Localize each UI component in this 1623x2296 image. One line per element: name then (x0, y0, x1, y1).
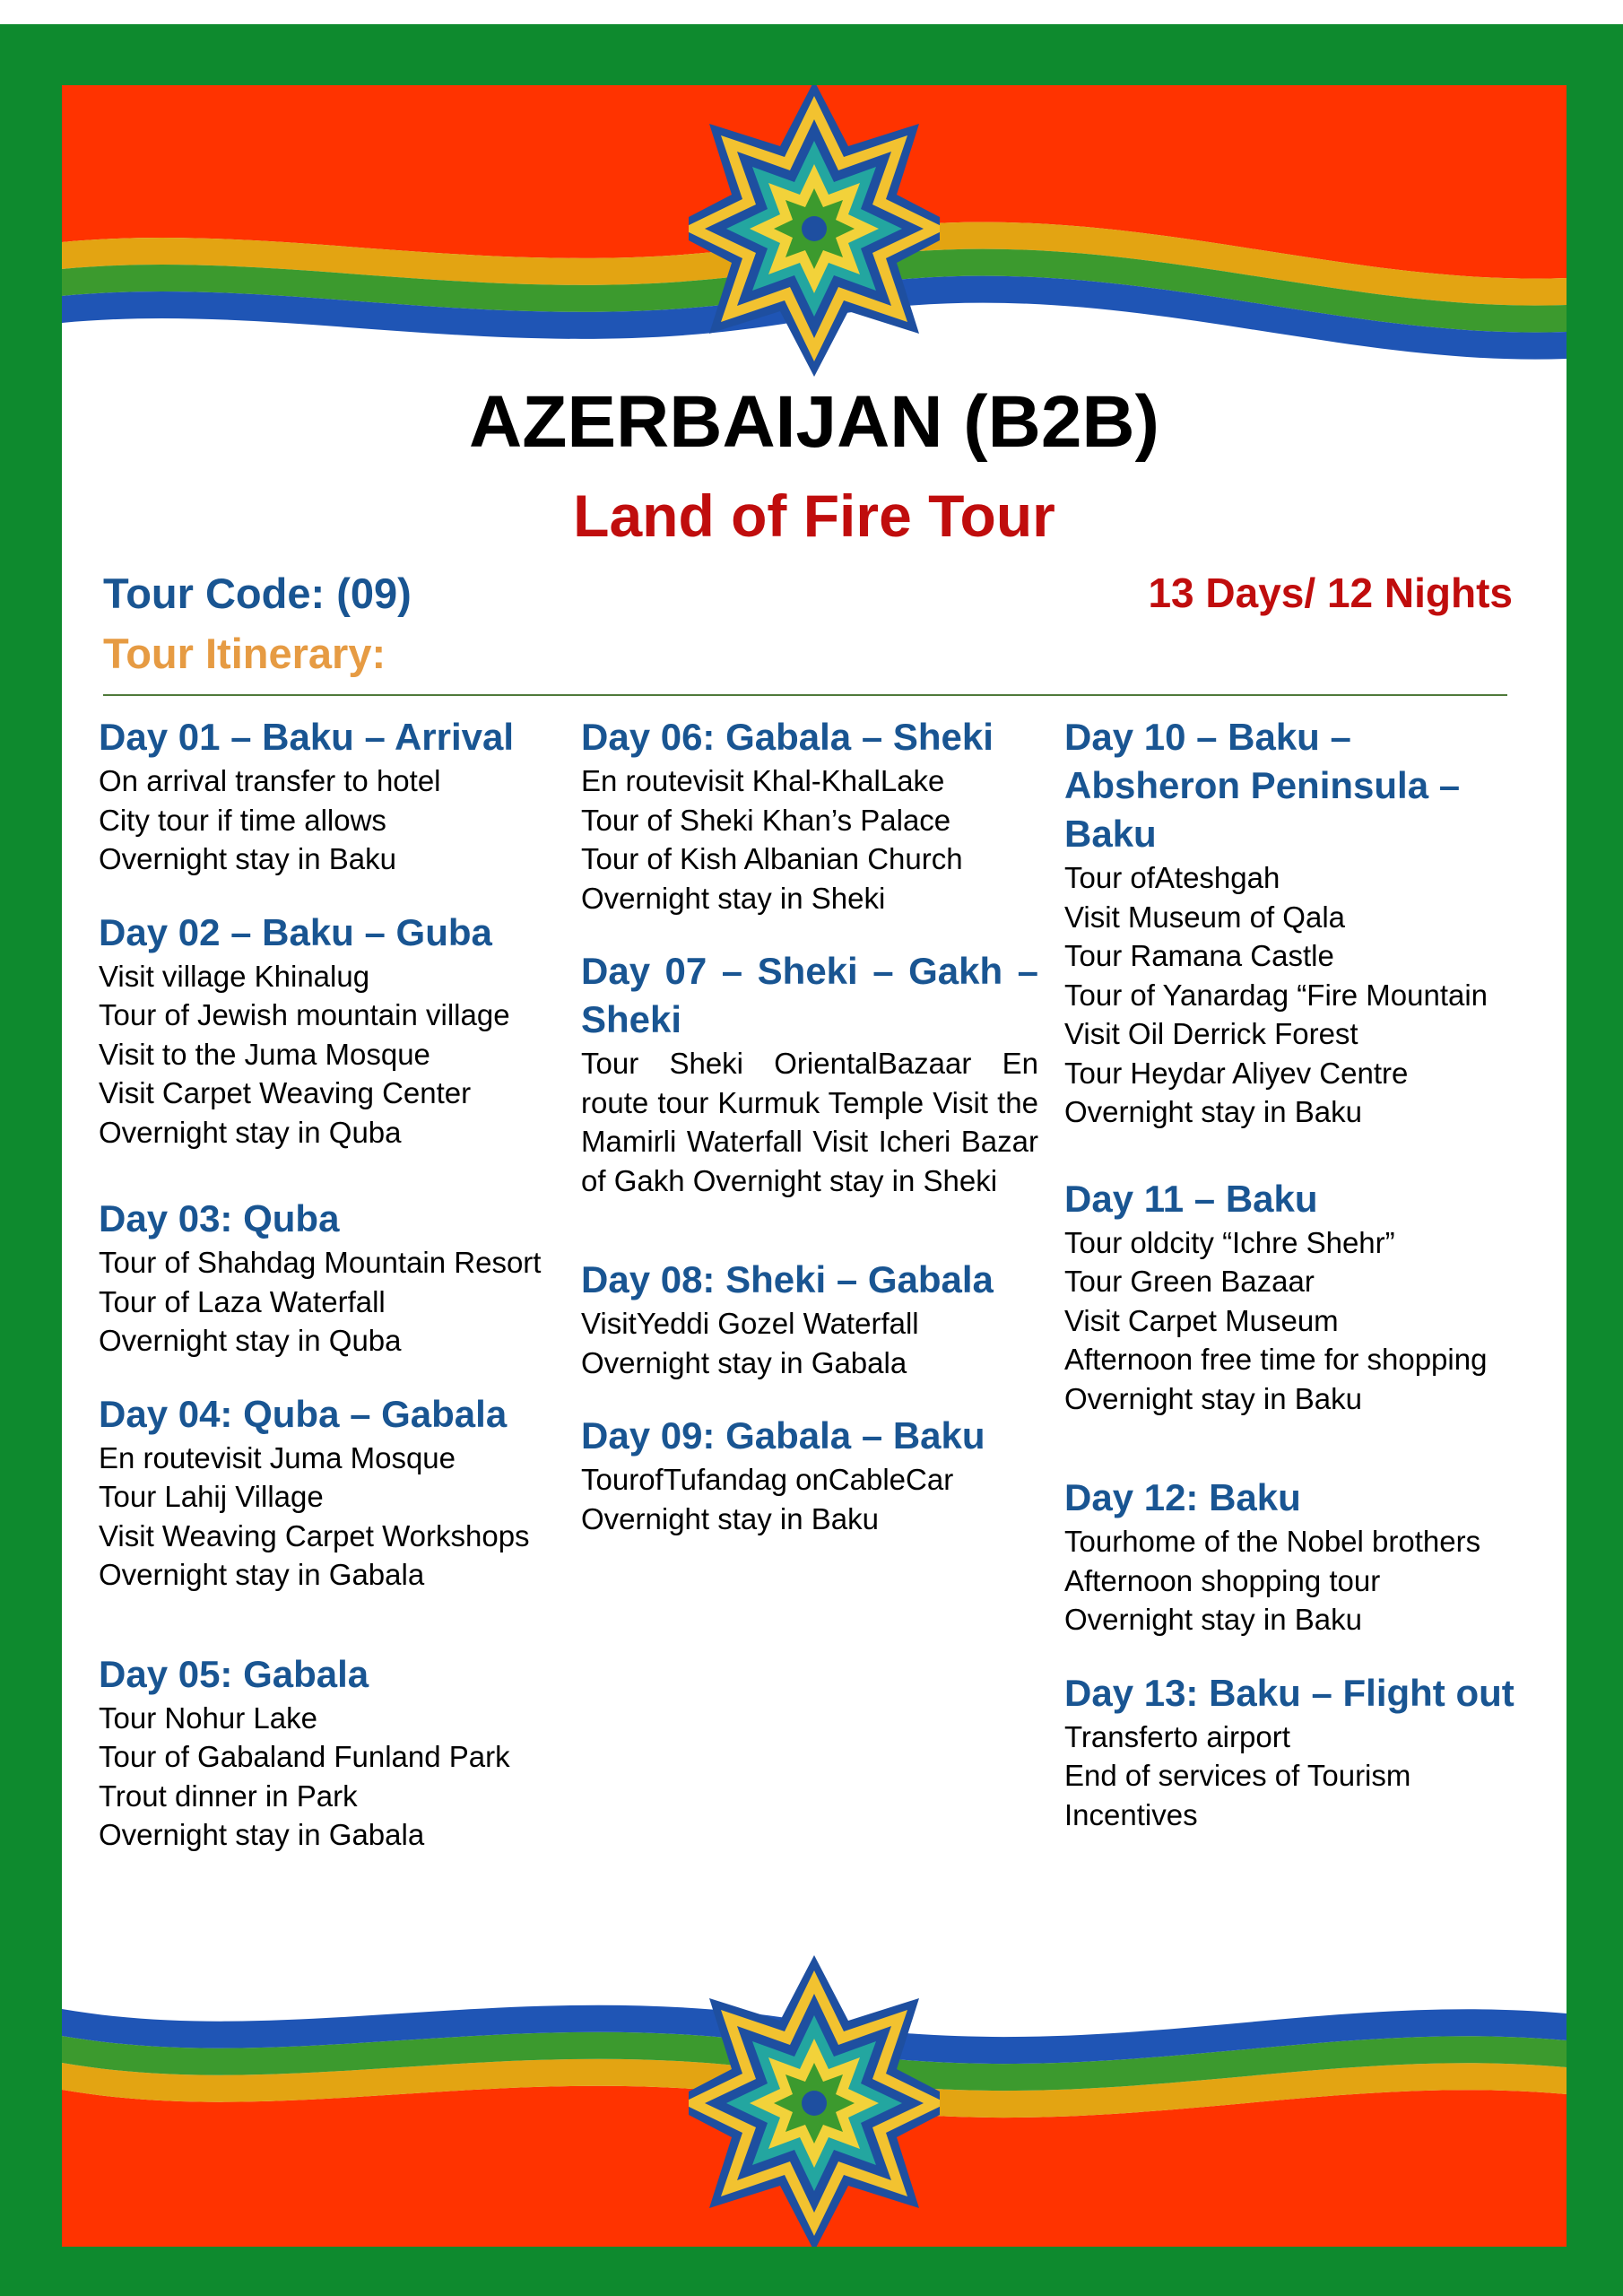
page-subtitle: Land of Fire Tour (573, 483, 1055, 549)
day-activity: Overnight stay in Gabala (581, 1345, 907, 1379)
day-activity: Visit Museum of Qala (1064, 900, 1346, 934)
day-title: Day 02 – Baku – Guba (99, 910, 492, 953)
day-activity: Tour of Kish Albanian Church (581, 842, 963, 875)
page-title: AZERBAIJAN (B2B) (469, 381, 1159, 463)
day-activity: Tour of Sheki Khan’s Palace (581, 803, 951, 837)
itinerary-sheet (62, 85, 1567, 2247)
day-activity: Visit Oil Derrick Forest (1064, 1017, 1358, 1050)
day-activity: Overnight stay in Baku (1064, 1381, 1362, 1415)
itinerary-column-3 (1064, 713, 1531, 1834)
day-activity: Afternoon free time for shopping (1064, 1343, 1488, 1376)
day-activity: Visit Weaving Carpet Workshops (99, 1518, 530, 1552)
day-block-03 (99, 1195, 556, 1361)
day-title: Day 10 – Baku – Absheron Peninsula – Baku (1064, 716, 1461, 855)
day-block-13 (1064, 1669, 1531, 1835)
day-activity: Visit village Khinalug (99, 959, 370, 993)
day-block-11 (1064, 1175, 1531, 1419)
day-title: Day 06: Gabala – Sheki (581, 716, 994, 758)
day-title: Day 08: Sheki – Gabala (581, 1258, 994, 1300)
itinerary-column-2 (581, 713, 1038, 1538)
day-block-02 (99, 909, 556, 1152)
day-block-08 (581, 1256, 1038, 1382)
day-activity: Tour Lahij Village (99, 1480, 324, 1513)
day-activity: VisitYeddi Gozel Waterfall (581, 1307, 919, 1340)
day-activity: Visit to the Juma Mosque (99, 1037, 430, 1071)
day-title: Day 04: Quba – Gabala (99, 1392, 508, 1435)
day-activity: Tourhome of the Nobel brothers (1064, 1525, 1481, 1558)
day-activity-paragraph: Tour Sheki OrientalBazaar En route tour Kurmuk Temple Visit the Mamirli Waterfall Visit Icheri Bazar of Gakh Overnight stay in Sheki (581, 1047, 1038, 1197)
day-activity: Tour Green Bazaar (1064, 1265, 1315, 1298)
day-activity: Tour of Jewish mountain village (99, 998, 510, 1031)
day-activity: Tour Heydar Aliyev Centre (1064, 1056, 1409, 1090)
itinerary-column-1 (99, 713, 556, 1855)
tour-code: Tour Code: (09) (103, 570, 412, 617)
day-title: Day 01 – Baku – Arrival (99, 716, 515, 758)
day-activity: Tour of Laza Waterfall (99, 1284, 386, 1318)
day-title: Day 12: Baku (1064, 1476, 1301, 1518)
day-activity: Overnight stay in Quba (99, 1115, 402, 1149)
day-activity: Visit Carpet Museum (1064, 1303, 1339, 1337)
day-block-07 (581, 947, 1038, 1200)
day-activity: Overnight stay in Quba (99, 1324, 402, 1357)
day-activity: En routevisit Juma Mosque (99, 1440, 456, 1474)
day-block-05 (99, 1650, 556, 1855)
day-activity: Overnight stay in Baku (99, 842, 396, 875)
day-title: Day 13: Baku – Flight out (1064, 1671, 1515, 1714)
day-activity: Tour oldcity “Ichre Shehr” (1064, 1225, 1395, 1259)
day-title: Day 03: Quba (99, 1197, 340, 1239)
day-block-10 (1064, 713, 1531, 1132)
day-activity: Overnight stay in Baku (581, 1501, 879, 1535)
day-activity: TourofTufandag onCableCar (581, 1463, 954, 1496)
day-activity: Overnight stay in Sheki (581, 881, 886, 915)
itinerary-heading: Tour Itinerary: (103, 630, 386, 677)
day-activity: Visit Carpet Weaving Center (99, 1076, 472, 1109)
day-title: Day 09: Gabala – Baku (581, 1414, 985, 1457)
day-activity: Incentives (1064, 1797, 1198, 1831)
day-activity: Overnight stay in Gabala (99, 1558, 425, 1591)
day-activity: Tour Nohur Lake (99, 1700, 317, 1735)
day-activity: On arrival transfer to hotel (99, 764, 441, 797)
day-activity: Transferto airport (1064, 1719, 1290, 1753)
day-activity: Tour ofAteshgah (1064, 861, 1280, 894)
day-block-04 (99, 1390, 556, 1595)
day-activity: Tour Ramana Castle (1064, 939, 1334, 972)
day-activity: Afternoon shopping tour (1064, 1563, 1381, 1597)
day-title: Day 05: Gabala (99, 1652, 369, 1695)
star-ornament-icon (689, 85, 940, 381)
day-activity: Tour of Yanardag “Fire Mountain (1064, 978, 1488, 1012)
day-activity: En routevisit Khal-KhalLake (581, 764, 945, 797)
day-block-06 (581, 713, 1038, 918)
section-divider (103, 694, 1507, 696)
day-activity: Overnight stay in Baku (1064, 1603, 1362, 1636)
day-block-12 (1064, 1474, 1531, 1639)
day-activity: Overnight stay in Gabala (99, 1818, 425, 1851)
day-activity: Tour of Gabaland Funland Park (99, 1740, 510, 1773)
day-activity: End of services of Tourism (1064, 1759, 1411, 1792)
star-ornament-icon (689, 1951, 940, 2247)
day-block-09 (581, 1412, 1038, 1538)
day-activity: Trout dinner in Park (99, 1779, 358, 1813)
tour-duration: 13 Days/ 12 Nights (1148, 570, 1513, 616)
day-title: Day 07 – Sheki – Gakh – Sheki (581, 950, 1038, 1040)
day-title: Day 11 – Baku (1064, 1177, 1318, 1220)
day-activity: Overnight stay in Baku (1064, 1095, 1362, 1128)
day-block-01 (99, 713, 556, 879)
day-activity: City tour if time allows (99, 803, 386, 837)
day-activity: Tour of Shahdag Mountain Resort (99, 1246, 542, 1279)
